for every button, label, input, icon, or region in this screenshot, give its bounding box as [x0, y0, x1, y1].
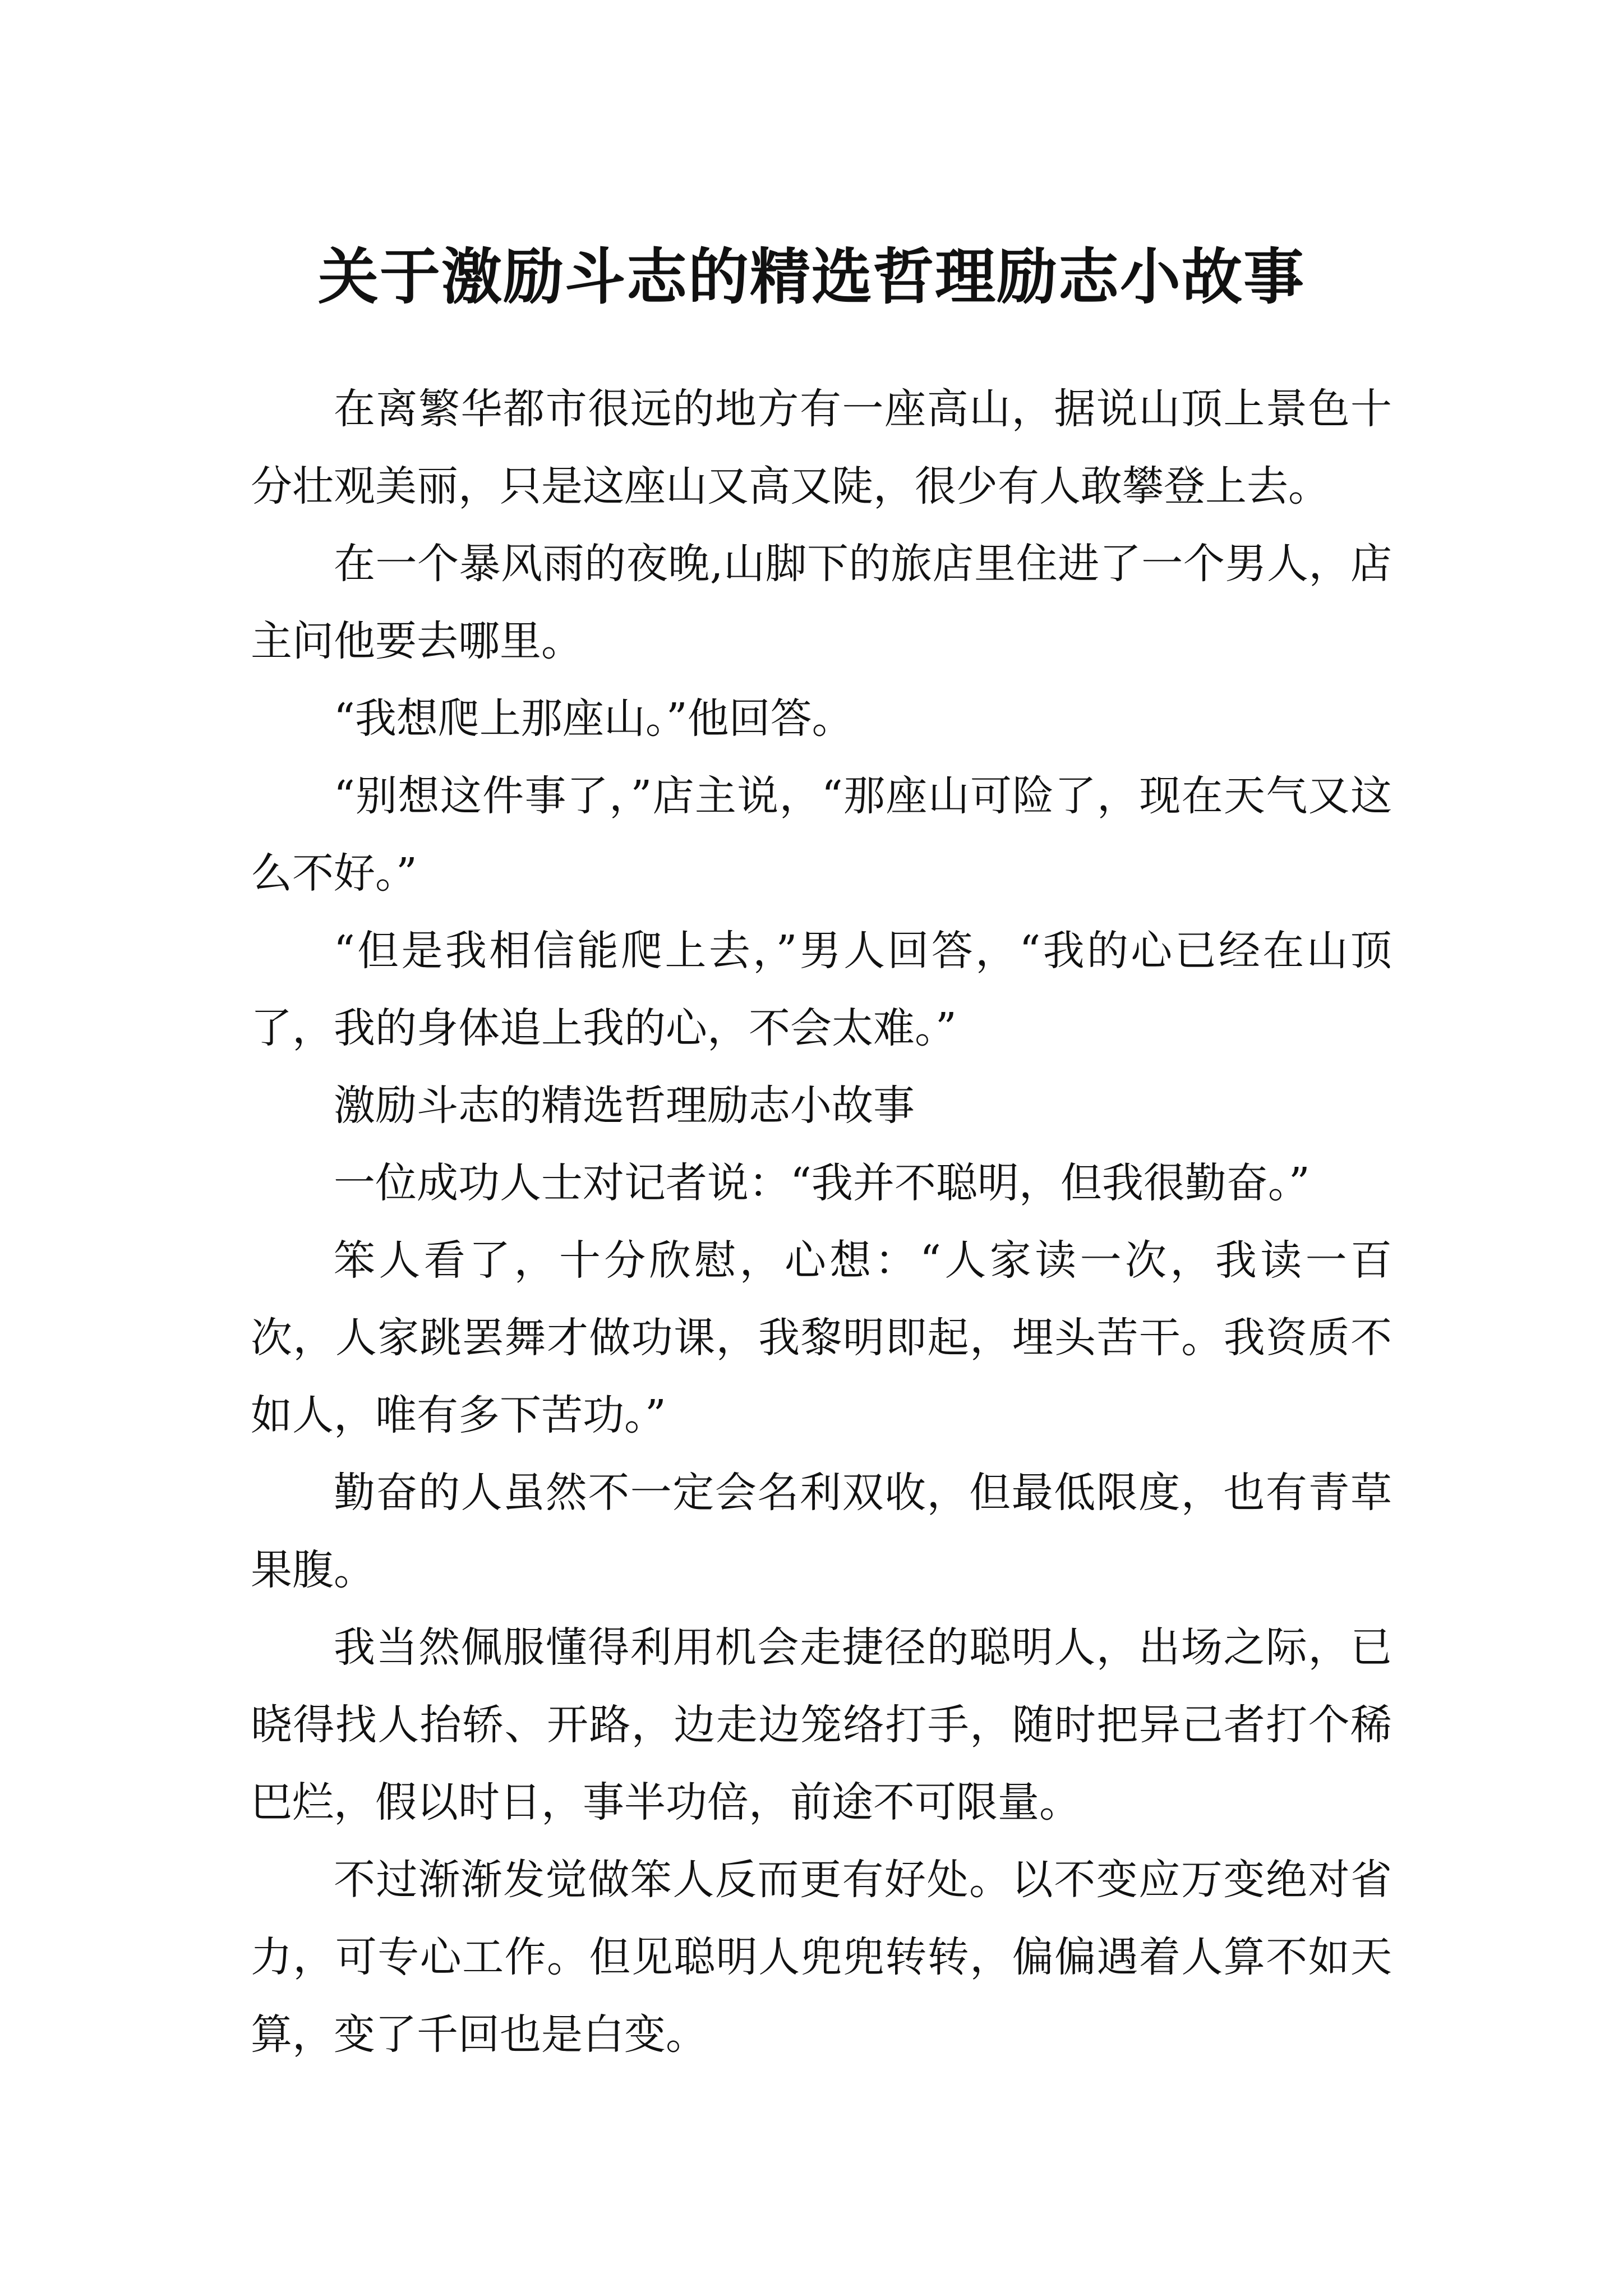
paragraph-3: “我想爬上那座山。”他回答。 [334, 694, 854, 743]
paragraph-5: “但是我相信能爬上去，”男人回答，“我的心已经在山顶了，我的身体追上我的心，不会太难。” [251, 927, 1392, 1052]
paragraph-11: 不过渐渐发觉做笨人反而更有好处。以不变应万变绝对省力，可专心工作。但见聪明人兜兜转转，偏偏遇着人算不如天算，变了千回也是白变。 [251, 1856, 1392, 2059]
paragraph-6-subtitle: 激励斗志的精选哲理励志小故事 [334, 1082, 915, 1130]
document-title: 关于激励斗志的精选哲理励志小故事 [317, 242, 1305, 313]
document-body [251, 370, 1392, 2073]
paragraph-9: 勤奋的人虽然不一定会名利双收，但最低限度，也有青草果腹。 [251, 1469, 1392, 1594]
paragraph-2: 在一个暴风雨的夜晚,山脚下的旅店里住进了一个男人，店主问他要去哪里。 [251, 540, 1392, 665]
paragraph-10: 我当然佩服懂得利用机会走捷径的聪明人，出场之际，已晓得找人抬轿、开路，边走边笼络打手，随时把异己者打个稀巴烂，假以时日，事半功倍，前途不可限量。 [251, 1623, 1392, 1826]
paragraph-8: 笨人看了，十分欣慰，心想：“人家读一次，我读一百次，人家跳罢舞才做功课，我黎明即起，埋头苦干。我资质不如人，唯有多下苦功。” [251, 1236, 1392, 1439]
paragraph-1: 在离繁华都市很远的地方有一座高山，据说山顶上景色十分壮观美丽，只是这座山又高又陡，很少有人敢攀登上去。 [251, 385, 1392, 510]
paragraph-4: “别想这件事了，”店主说，“那座山可险了，现在天气又这么不好。” [251, 772, 1392, 898]
paragraph-7: 一位成功人士对记者说：“我并不聪明，但我很勤奋。” [334, 1159, 1310, 1207]
